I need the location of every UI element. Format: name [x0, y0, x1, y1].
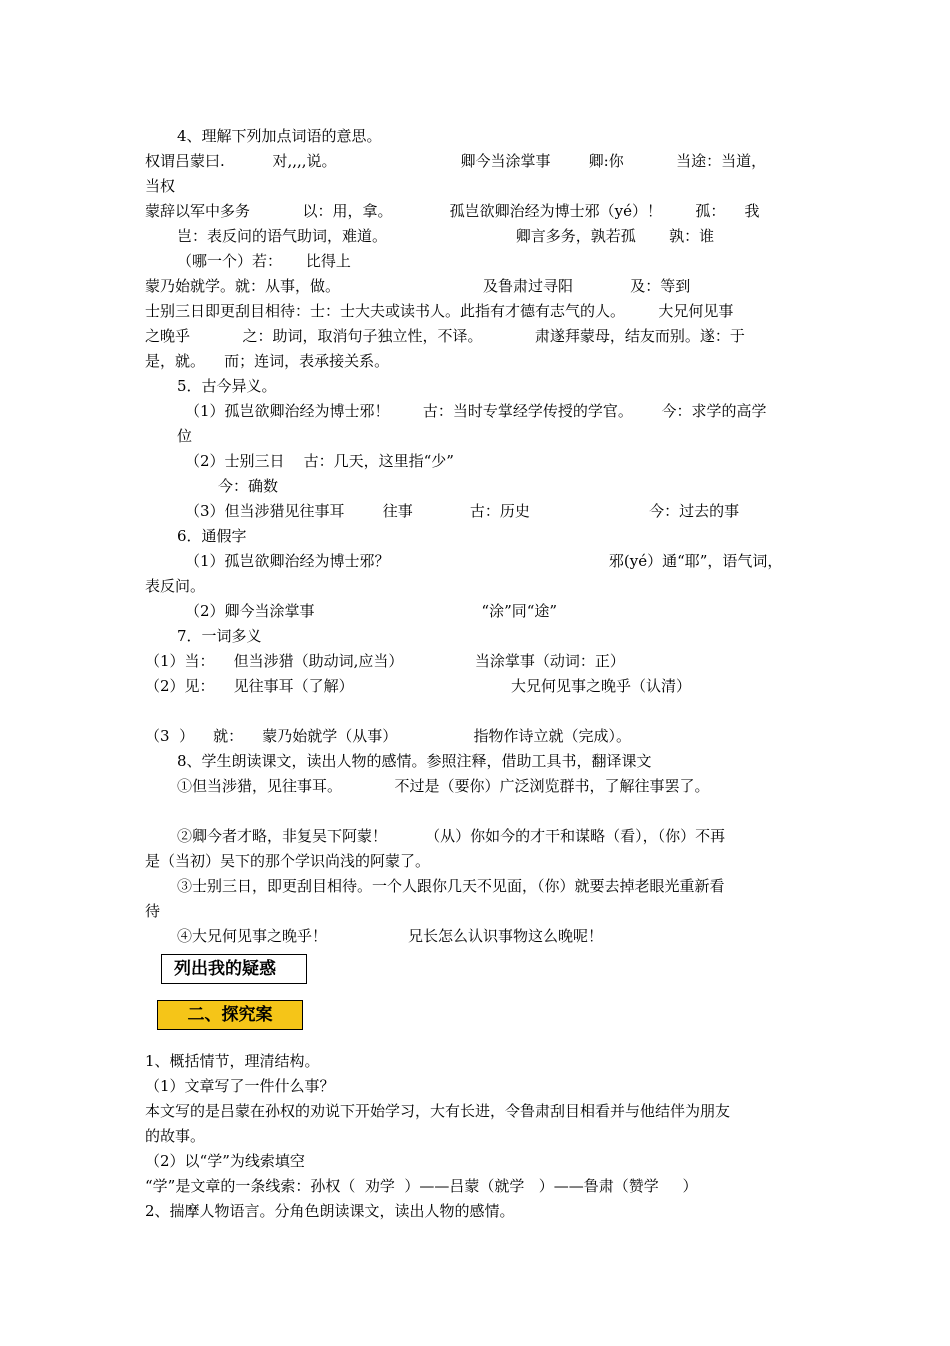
text-line: 2、揣摩人物语言。分角色朗读课文，读出人物的感情。: [145, 1202, 515, 1220]
item-4-heading: 4、理解下列加点词语的意思。: [177, 127, 382, 145]
text-line: 待: [145, 902, 161, 920]
text-line: （1）当： 但当涉猎（助动词,应当） 当涂掌事（动词：正）: [145, 652, 625, 670]
text-line: 岂：表反问的语气助词，难道。 卿言多务，孰若孤 孰：谁: [177, 227, 715, 245]
text-line: ①但当涉猎，见往事耳。 不过是（要你）广泛浏览群书，了解往事罢了。: [177, 777, 710, 795]
text-line: 当权: [145, 177, 176, 195]
text-line: 1、概括情节，理清结构。: [145, 1052, 320, 1070]
text-line: （2）卿今当涂掌事 “涂”同“途”: [185, 602, 558, 620]
explore-heading-box: 二、探究案: [157, 1000, 303, 1030]
item-6-heading: 6．通假字: [177, 527, 247, 545]
text-line: 权谓吕蒙曰. 对,,,,说。 卿今当涂掌事 卿:你 当途：当道，: [145, 152, 767, 170]
text-line: （2）士别三日 古：几天，这里指“少”: [185, 452, 454, 470]
text-line: ③士别三日，即更刮目相待。一个人跟你几天不见面，（你）就要去掉老眼光重新看: [177, 877, 725, 895]
doubts-heading-box: 列出我的疑惑: [161, 954, 307, 984]
item-7-heading: 7．一词多义: [177, 627, 262, 645]
text-line: 之晚乎 之：助词，取消句子独立性，不译。 肃遂拜蒙母，结友而别。遂：于: [145, 327, 745, 345]
text-line: ④大兄何见事之晚乎！ 兄长怎么认识事物这么晚呢！: [177, 927, 604, 945]
item-5-heading: 5．古今异义。: [177, 377, 277, 395]
text-line: （3 ） 就： 蒙乃始就学（从事） 指物作诗立就（完成）。: [145, 727, 632, 745]
text-line: 的故事。: [145, 1127, 206, 1145]
text-line: 今：确数: [218, 477, 279, 495]
text-line: 表反问。: [145, 577, 206, 595]
text-line: 是（当初）吴下的那个学识尚浅的阿蒙了。: [145, 852, 431, 870]
text-line: 蒙乃始就学。就：从事，做。 及鲁肃过寻阳 及：等到: [145, 277, 691, 295]
text-line: ②卿今者才略，非复吴下阿蒙！ （从）你如今的才干和谋略（看），（你）不再: [177, 827, 726, 845]
text-line: （3）但当涉猎见往事耳 往事 古：历史 今：过去的事: [185, 502, 740, 520]
text-line: 蒙辞以军中多务 以：用，拿。 孤岂欲卿治经为博士邪（yé）！ 孤： 我: [145, 202, 760, 220]
text-line: （1）文章写了一件什么事？: [145, 1077, 335, 1095]
item-8-heading: 8、学生朗读课文，读出人物的感情。参照注释，借助工具书，翻译课文: [177, 752, 652, 770]
text-line: （2）见： 见往事耳（了解） 大兄何见事之晚乎（认清）: [145, 677, 691, 695]
text-line: 位: [177, 427, 193, 445]
text-line: （1）孤岂欲卿治经为博士邪？ 邪(yé）通“耶”，语气词，: [185, 552, 783, 570]
text-line: 士别三日即更刮目相待：士：士大夫或读书人。此指有才德有志气的人。 大兄何见事: [145, 302, 734, 320]
text-line: 本文写的是吕蒙在孙权的劝说下开始学习，大有长进，令鲁肃刮目相看并与他结伴为朋友: [145, 1102, 731, 1120]
text-line: （2）以“学”为线索填空: [145, 1152, 305, 1170]
text-line: “学”是文章的一条线索：孙权（ 劝学 ）——吕蒙（就学 ）——鲁肃（赞学 ）: [145, 1177, 698, 1195]
text-line: （哪一个）若： 比得上: [177, 252, 351, 270]
text-line: （1）孤岂欲卿治经为博士邪！ 古：当时专掌经学传授的学官。 今：求学的高学: [185, 402, 767, 420]
text-line: 是，就。 而；连词，表承接关系。: [145, 352, 390, 370]
